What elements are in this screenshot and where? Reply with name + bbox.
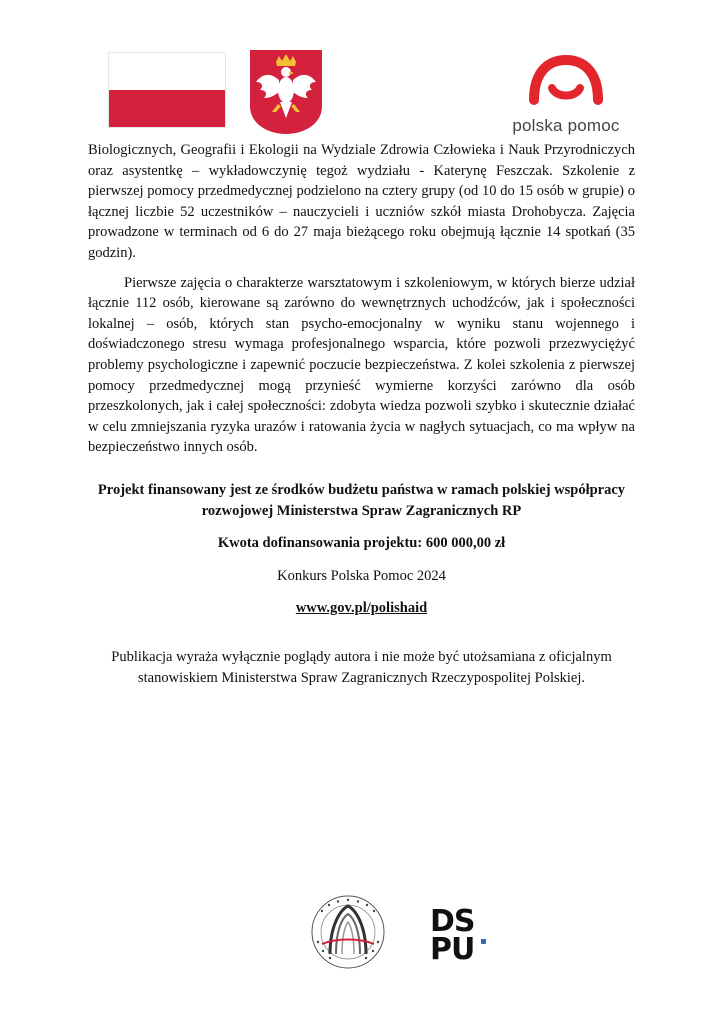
funding-statement: [88, 480, 635, 521]
polish-emblem-icon: [248, 48, 324, 136]
poland-flag-icon: [108, 52, 226, 128]
polska-pomoc-logo: [504, 52, 628, 142]
dspu-letter-u: U: [451, 932, 475, 967]
funding-statement-line2: rozwojowej Ministerstwa Spraw Zagranicznych RP: [201, 502, 522, 519]
paragraph-2: Pierwsze zajęcia o charakterze warsztatowym i szkoleniowym, w których bierze udział łącznie 112 osób, kierowane są zarówno do wewnętrznych uchodźców, jak i społeczności lokalnej – osób, których stan psycho-emocjonalny w wyniku stanu wojennego i doświadczonego stresu wymaga profesjonalnego wsparcia, które pozwoli przezwyciężyć problemy psychologiczne i zapewnić poczucie bezpieczeństwa. Z kolei szkolenia z pierwszej pomocy przedmedycznej mogą przynieść wymierne korzyści zarówno dla osób przeszkolonych, jak i całej społeczności: zdobyta wiedza pozwoli szybko i skutecznie działać w celu zmniejszania ryzyka urazów i ratowania życia w nagłych sytuacjach, co ma wpływ na bezpieczeństwo innych osób.: [88, 274, 635, 456]
funding-section: [88, 480, 635, 631]
header-logos: [0, 44, 724, 144]
funding-statement-line1: Projekt finansowany jest ze środków budżetu państwa w ramach polskiej współpracy: [97, 482, 626, 498]
dspu-accent-dot: [481, 939, 486, 944]
dspu-letter-p: P: [430, 932, 451, 967]
polska-pomoc-smile-icon: [504, 52, 628, 116]
disclaimer: [88, 647, 635, 688]
polska-pomoc-text: polska pomoc: [512, 116, 620, 135]
article-body: [88, 140, 635, 467]
wspolnota-akademicka-logo: [308, 892, 388, 972]
disclaimer-line1: Publikacja wyraża wyłącznie poglądy autora i nie może być utożsamiana z oficjalnym: [111, 649, 612, 665]
contest-name: Konkurs Polska Pomoc 2024: [277, 567, 446, 584]
dspu-letter-s: S: [453, 904, 475, 939]
funding-amount: Kwota dofinansowania projektu: 600 000,00 zł: [217, 535, 506, 552]
disclaimer-line2: stanowiskiem Ministerstwa Spraw Zagranicznych Rzeczypospolitej Polskiej.: [138, 669, 585, 686]
polishaid-link[interactable]: www.gov.pl/polishaid: [295, 600, 428, 617]
dspu-letter-d: D: [430, 904, 454, 939]
dspu-logo: [430, 904, 490, 968]
paragraph-1: Biologicznych, Geografii i Ekologii na Wydziale Zdrowia Człowieka i Nauk Przyrodniczych oraz asystentkę – wykładowczynię tegoż wydziału - Katerynę Feszczak. Szkolenie z pierwszej pomocy przedmedycznej podzielono na cztery grupy (od 10 do 15 osób w grupie) o łącznej liczbie 52 uczestników – nauczycieli i uczniów szkół miasta Drohobycza. Zajęcia prowadzone w terminach od 6 do 27 maja bieżącego roku obejmują łącznie 14 spotkań (35 godzin).: [88, 142, 635, 261]
